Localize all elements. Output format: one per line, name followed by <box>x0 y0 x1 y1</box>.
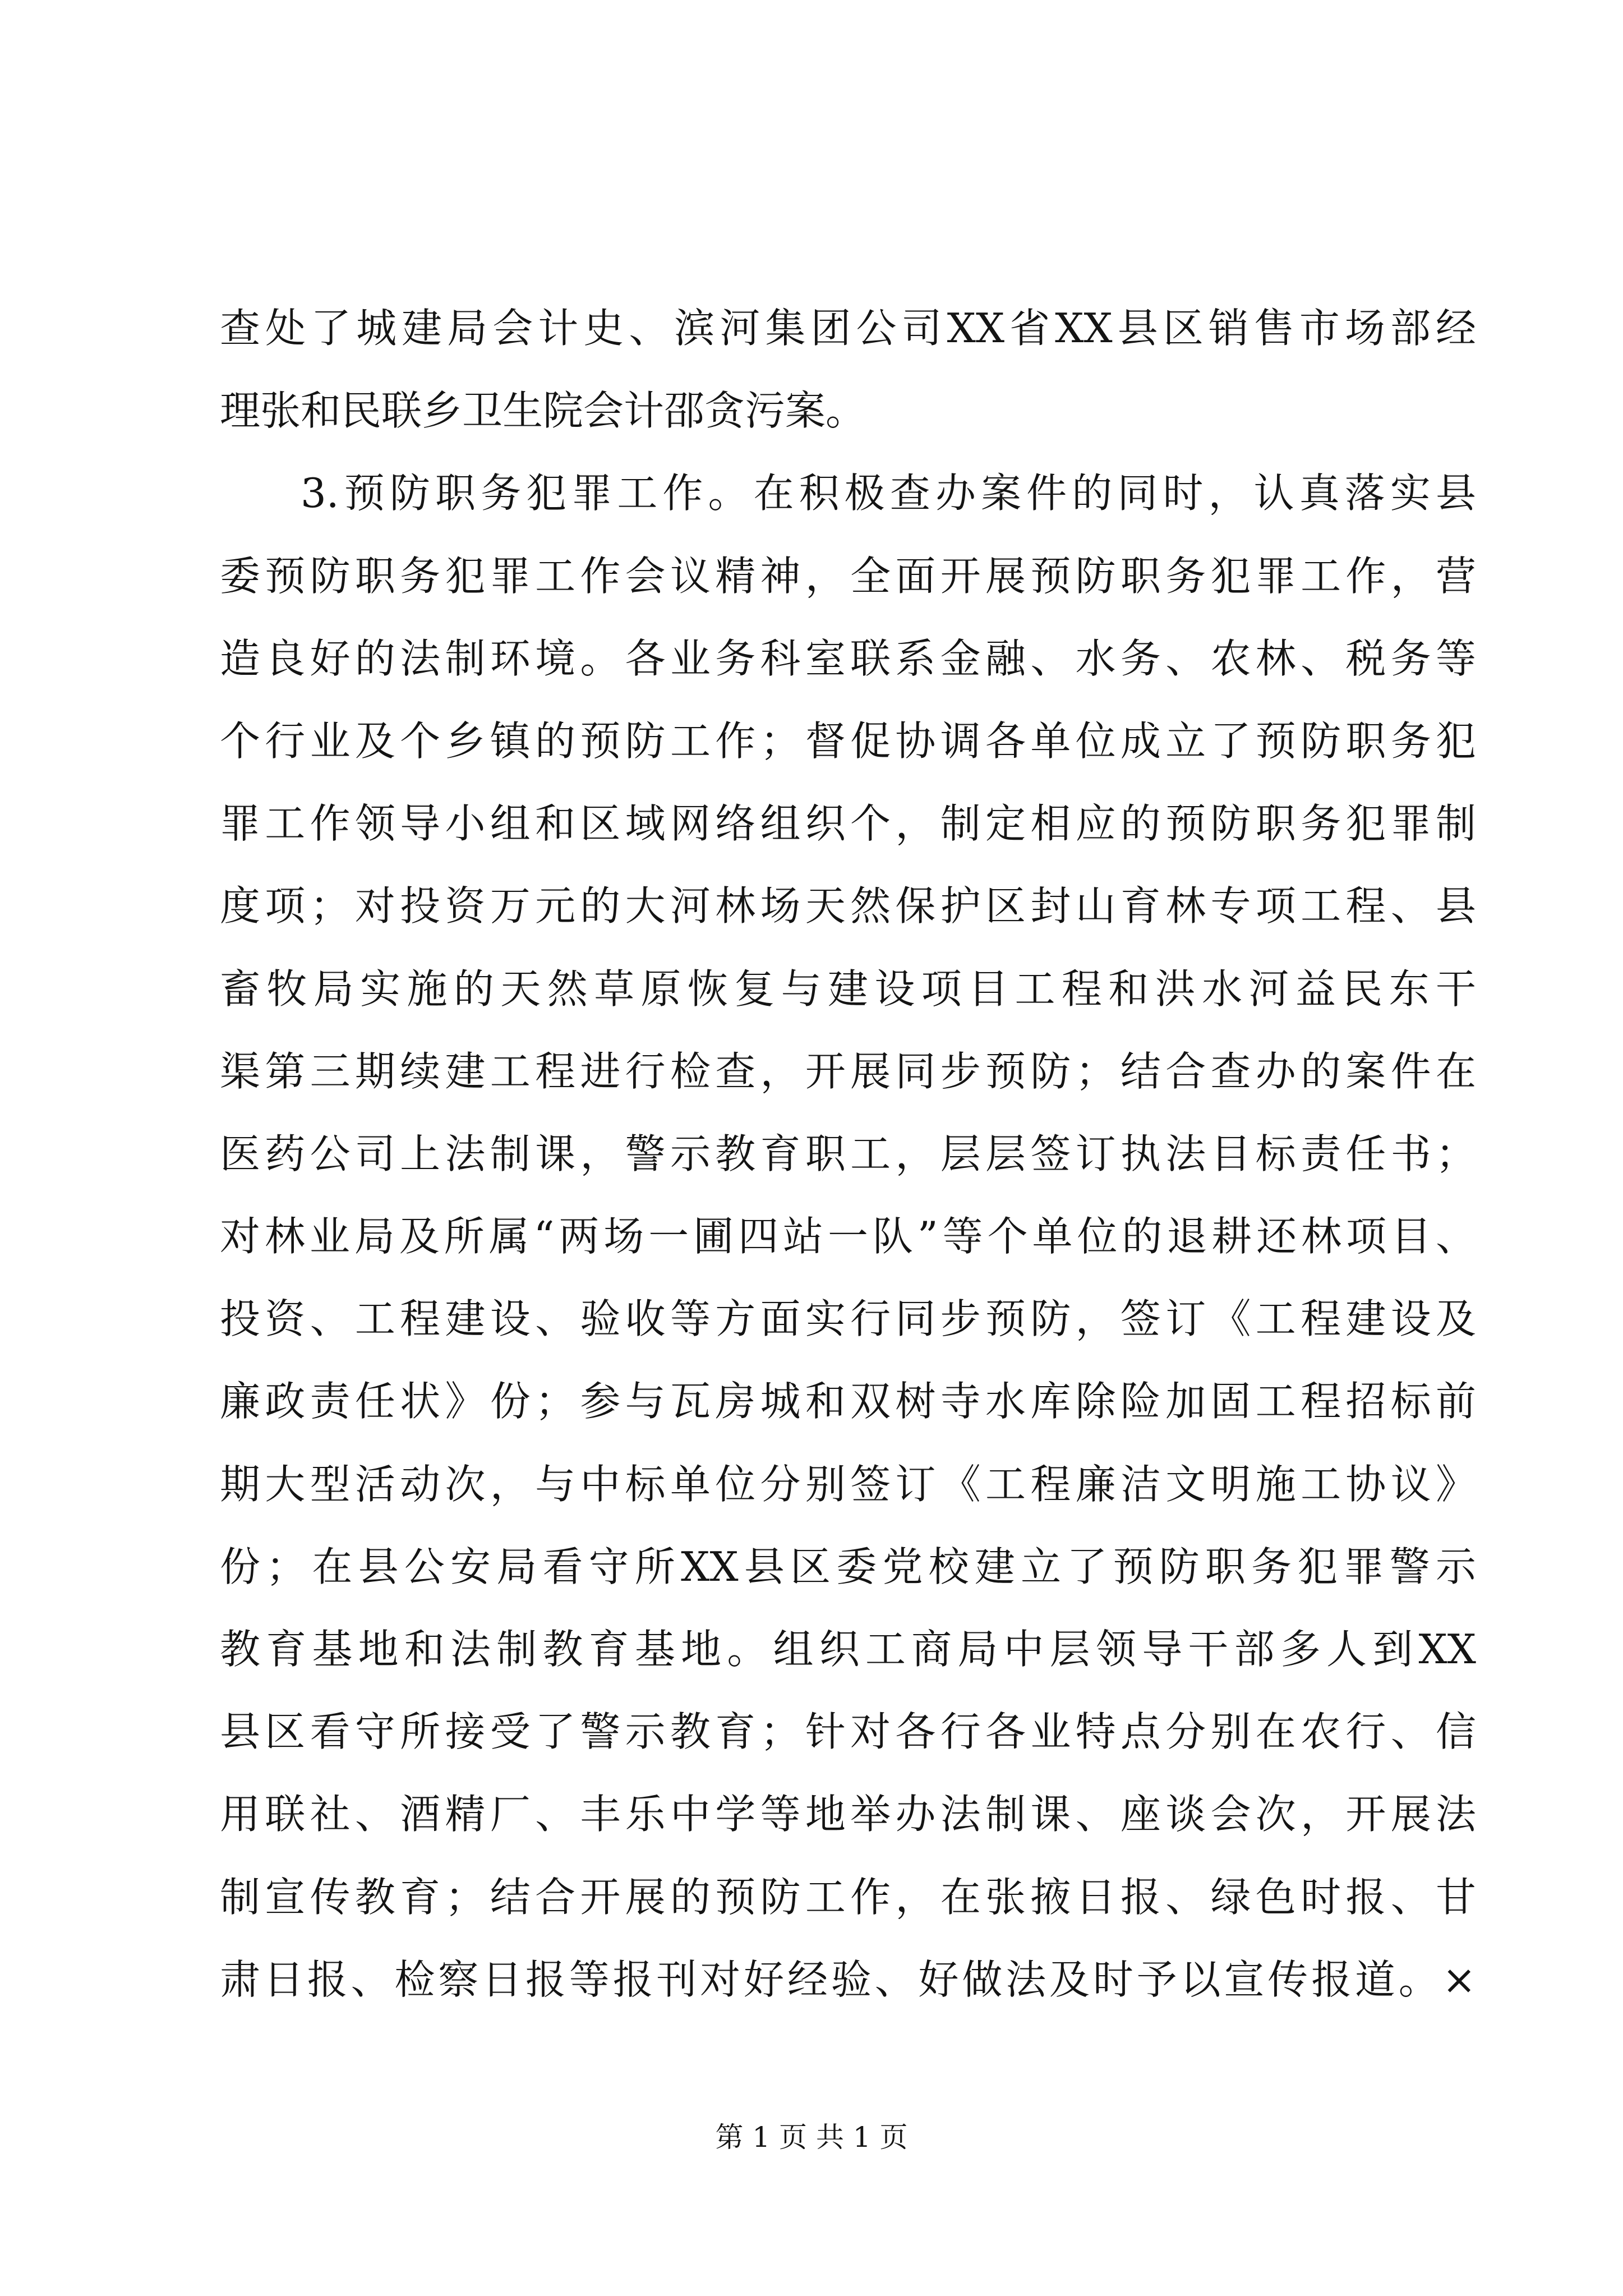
text-line: 用联社、酒精厂、丰乐中学等地举办法制课、座谈会次，开展法 <box>220 1791 1476 1838</box>
text-line: 制宣传教育；结合开展的预防工作，在张掖日报、绿色时报、甘 <box>220 1873 1476 1921</box>
text-line: 3.预防职务犯罪工作。在积极查办案件的同时，认真落实县 <box>301 470 1476 517</box>
body-text <box>220 287 1476 2021</box>
text-line: 廉政责任状》份；参与瓦房城和双树寺水库除险加固工程招标前 <box>220 1378 1476 1425</box>
text-line: 罪工作领导小组和区域网络组织个，制定相应的预防职务犯罪制 <box>220 800 1476 848</box>
text-line: 委预防职务犯罪工作会议精神，全面开展预防职务犯罪工作，营 <box>220 552 1476 600</box>
page-number-footer: 第 1 页 共 1 页 <box>715 2121 908 2154</box>
text-line: 理张和民联乡卫生院会计邵贪污案。 <box>220 387 866 435</box>
text-line: 查处了城建局会计史、滨河集团公司XX省XX县区销售市场部经 <box>220 305 1476 352</box>
text-line: 肃日报、检察日报等报刊对好经验、好做法及时予以宣传报道。× <box>220 1955 1476 2003</box>
text-line: 县区看守所接受了警示教育；针对各行各业特点分别在农行、信 <box>220 1708 1476 1756</box>
text-line: 份；在县公安局看守所XX县区委党校建立了预防职务犯罪警示 <box>220 1543 1476 1590</box>
text-line: 投资、工程建设、验收等方面实行同步预防，签订《工程建设及 <box>220 1295 1476 1343</box>
text-line: 造良好的法制环境。各业务科室联系金融、水务、农林、税务等 <box>220 634 1476 682</box>
text-line: 畜牧局实施的天然草原恢复与建设项目工程和洪水河益民东干 <box>220 965 1476 1013</box>
text-line: 渠第三期续建工程进行检查，开展同步预防；结合查办的案件在 <box>220 1047 1476 1095</box>
text-line: 个行业及个乡镇的预防工作；督促协调各单位成立了预防职务犯 <box>220 717 1476 765</box>
text-line: 期大型活动次，与中标单位分别签订《工程廉洁文明施工协议》 <box>220 1460 1476 1508</box>
text-line: 度项；对投资万元的大河林场天然保护区封山育林专项工程、县 <box>220 882 1476 930</box>
text-line: 教育基地和法制教育基地。组织工商局中层领导干部多人到XX <box>220 1626 1476 1673</box>
text-line: 对林业局及所属“两场一圃四站一队”等个单位的退耕还林项目、 <box>220 1213 1476 1260</box>
text-line: 医药公司上法制课，警示教育职工，层层签订执法目标责任书； <box>220 1130 1476 1177</box>
